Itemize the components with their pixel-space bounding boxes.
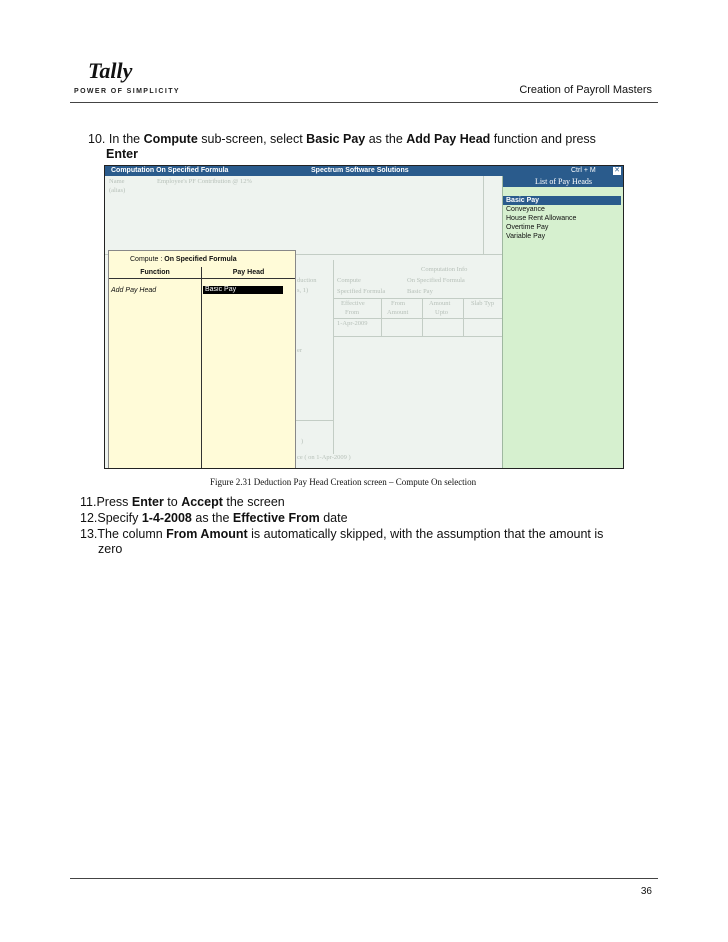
bg-col-from: From: [345, 309, 360, 316]
screen-title-bar: [105, 166, 623, 176]
bg-col-effective: Effective: [341, 300, 365, 307]
col-function-header: Function: [140, 269, 170, 276]
pay-heads-panel-title: List of Pay Heads: [503, 176, 624, 187]
bg-fragment: ): [301, 438, 304, 445]
pay-head-item-conveyance[interactable]: Conveyance: [506, 206, 545, 213]
bg-specified-formula-value: Basic Pay: [407, 288, 433, 295]
bg-fragment: er: [297, 347, 303, 354]
shortcut-label: Ctrl + M: [571, 167, 596, 174]
bg-divider: [463, 298, 464, 336]
bg-deduction: duction: [297, 277, 317, 284]
panel-spacer: [503, 187, 624, 195]
bg-name-value: Employee's PF Contribution @ 12%: [157, 178, 252, 185]
compute-subscreen: [108, 250, 296, 469]
function-cell[interactable]: Add Pay Head: [111, 287, 157, 294]
column-divider: [201, 267, 202, 468]
bg-fragment: ce ( on 1-Apr-2009 ): [297, 454, 351, 461]
bg-divider: [333, 336, 502, 337]
screen-title: Computation On Specified Formula: [111, 167, 229, 174]
bg-divider: [333, 318, 502, 319]
bg-col-from2: From: [391, 300, 406, 307]
bg-col-upto: Upto: [435, 309, 448, 316]
pay-head-item-variable-pay[interactable]: Variable Pay: [506, 233, 546, 240]
tally-logo: [86, 56, 146, 86]
company-name: Spectrum Software Solutions: [311, 167, 409, 174]
col-payhead-header: Pay Head: [232, 269, 265, 276]
figure-caption: Figure 2.31 Deduction Pay Head Creation screen – Compute On selection: [210, 477, 477, 487]
pay-heads-panel: [502, 176, 624, 468]
section-title: Creation of Payroll Masters: [519, 84, 652, 96]
step-10: 10. In the Compute sub-screen, select Basic Pay as the Add Pay Head function and press Enter: [88, 132, 596, 161]
footer-divider: [70, 878, 658, 879]
bg-name-label: Name: [109, 178, 125, 185]
bg-computation-info: Computation Info: [421, 266, 468, 273]
pay-head-item-overtime-pay[interactable]: Overtime Pay: [506, 224, 549, 231]
bg-divider: [295, 420, 333, 421]
compute-subscreen-title: Compute : On Specified Formula: [130, 256, 237, 263]
tagline: POWER OF SIMPLICITY: [74, 88, 180, 95]
bg-divider: [483, 176, 484, 254]
bg-divider: [422, 298, 423, 336]
pay-head-item-basic-pay[interactable]: Basic Pay: [503, 196, 621, 205]
pay-head-item-hra[interactable]: House Rent Allowance: [506, 215, 577, 222]
bg-compute-label: Compute: [337, 277, 361, 284]
bg-fragment: s, 1): [297, 287, 309, 294]
bg-divider: [333, 260, 334, 454]
page-number: 36: [640, 886, 652, 897]
tally-screenshot: [104, 165, 624, 469]
bg-divider: [381, 298, 382, 336]
payhead-cell[interactable]: Basic Pay: [203, 286, 283, 294]
header-rule: [109, 278, 295, 279]
bg-col-amount2: Amount: [429, 300, 451, 307]
bg-alias-label: (alias): [109, 187, 126, 194]
bg-date: 1-Apr-2009: [337, 320, 368, 327]
bg-compute-value: On Specified Formula: [407, 277, 465, 284]
bg-col-amount: Amount: [387, 309, 409, 316]
step-12: 12.Specify 1-4-2008 as the Effective From date: [80, 511, 348, 525]
bg-divider: [333, 298, 502, 299]
step-11: 11.Press Enter to Accept the screen: [80, 495, 285, 509]
header-divider: [70, 102, 658, 103]
close-icon[interactable]: ✕: [614, 167, 620, 174]
bg-col-slab: Slab Typ: [471, 300, 495, 307]
tally-logo-text: Tally: [88, 58, 133, 83]
bg-specified-formula-label: Specified Formula: [337, 288, 386, 295]
step-13: 13.The column From Amount is automatically skipped, with the assumption that the amount is zero: [80, 527, 604, 556]
